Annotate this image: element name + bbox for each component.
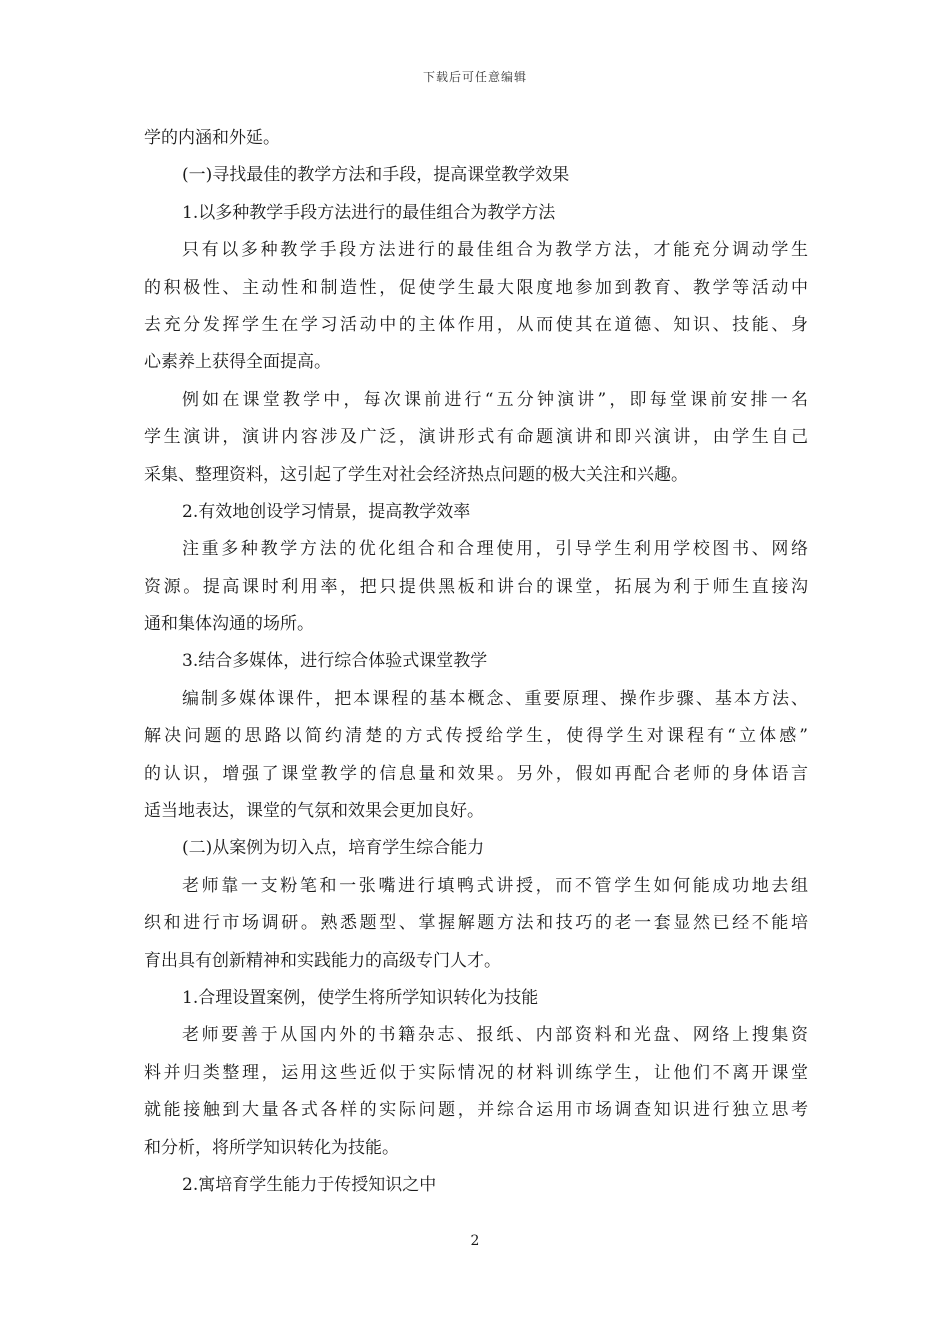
paragraph-line: 解决问题的思路以简约清楚的方式传授给学生，使得学生对课程有“立体感” xyxy=(144,726,808,747)
paragraph-line: 心素养上获得全面提高。 xyxy=(144,352,331,373)
paragraph-line: 学生演讲，演讲内容涉及广泛，演讲形式有命题演讲和即兴演讲，由学生自己 xyxy=(144,427,808,448)
document-body xyxy=(144,120,808,1204)
section-heading: (一)寻找最佳的教学方法和手段，提高课堂教学效果 xyxy=(182,165,570,186)
paragraph-line: 的积极性、主动性和制造性，促使学生最大限度地参加到教育、教学等活动中 xyxy=(144,277,808,298)
subsection-heading: 1.合理设置案例，使学生将所学知识转化为技能 xyxy=(182,987,539,1008)
section-heading: (二)从案例为切入点，培育学生综合能力 xyxy=(182,838,485,859)
paragraph-line: 通和集体沟通的场所。 xyxy=(144,614,314,635)
paragraph-line: 编制多媒体课件，把本课程的基本概念、重要原理、操作步骤、基本方法、 xyxy=(182,688,808,709)
subsection-heading: 1.以多种教学手段方法进行的最佳组合为教学方法 xyxy=(182,202,556,223)
paragraph-line: 例如在课堂教学中，每次课前进行“五分钟演讲”，即每堂课前安排一名 xyxy=(182,389,808,410)
paragraph-line: 老师靠一支粉笔和一张嘴进行填鸭式讲授，而不管学生如何能成功地去组 xyxy=(182,875,808,896)
paragraph-line: 织和进行市场调研。熟悉题型、掌握解题方法和技巧的老一套显然已经不能培 xyxy=(144,913,808,934)
subsection-heading: 2.寓培育学生能力于传授知识之中 xyxy=(182,1174,437,1195)
paragraph-line: 老师要善于从国内外的书籍杂志、报纸、内部资料和光盘、网络上搜集资 xyxy=(182,1025,808,1046)
subsection-heading: 2.有效地创设学习情景，提高教学效率 xyxy=(182,501,471,522)
subsection-heading: 3.结合多媒体，进行综合体验式课堂教学 xyxy=(182,651,488,672)
paragraph-line: 育出具有创新精神和实践能力的高级专门人才。 xyxy=(144,950,501,971)
page-header: 下载后可任意编辑 xyxy=(422,70,527,84)
paragraph-line: 就能接触到大量各式各样的实际问题，并综合运用市场调查知识进行独立思考 xyxy=(144,1100,808,1121)
paragraph-line: 料并归类整理，运用这些近似于实际情况的材料训练学生，让他们不离开课堂 xyxy=(144,1062,808,1083)
paragraph-line: 和分析，将所学知识转化为技能。 xyxy=(144,1137,399,1158)
paragraph-line: 学的内涵和外延。 xyxy=(144,128,280,148)
paragraph-line: 的认识，增强了课堂教学的信息量和效果。另外，假如再配合老师的身体语言 xyxy=(144,763,808,784)
paragraph-line: 只有以多种教学手段方法进行的最佳组合为教学方法，才能充分调动学生 xyxy=(182,240,808,261)
paragraph-line: 去充分发挥学生在学习活动中的主体作用，从而使其在道德、知识、技能、身 xyxy=(144,314,808,335)
paragraph-line: 注重多种教学方法的优化组合和合理使用，引导学生利用学校图书、网络 xyxy=(182,539,808,560)
paragraph-line: 资源。提高课时利用率，把只提供黑板和讲台的课堂，拓展为利于师生直接沟 xyxy=(144,576,808,597)
paragraph-line: 适当地表达，课堂的气氛和效果会更加良好。 xyxy=(144,801,484,822)
paragraph-line: 采集、整理资料，这引起了学生对社会经济热点问题的极大关注和兴趣。 xyxy=(144,464,688,485)
page-number: 2 xyxy=(470,1233,480,1249)
